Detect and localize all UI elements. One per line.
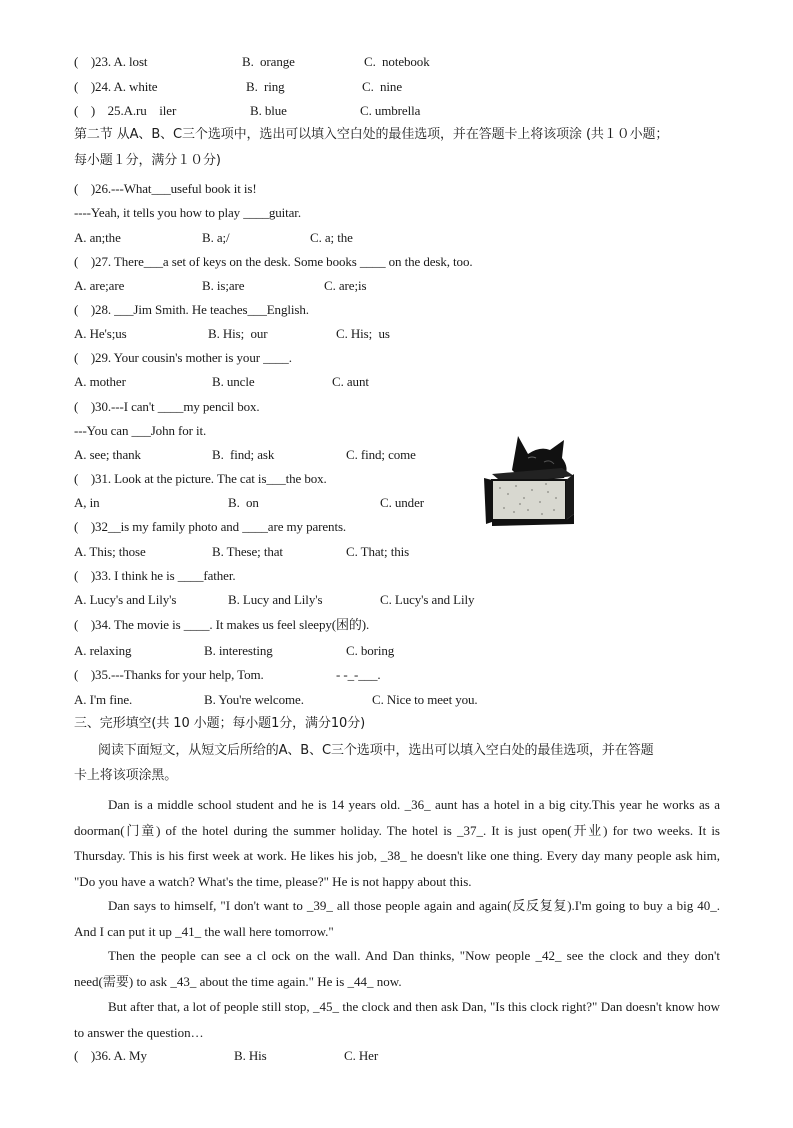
q29-option-b: B. uncle (212, 374, 255, 389)
passage-paragraph-1: Dan is a middle school student and he is 14 years old. _36_ aunt has a hotel in a big city.This year he works as a doorman(门童) of the hotel during the summer holiday. The hotel is _37_. It is just open(开业) for two weeks. It is Thursday. This is his first week at work. He likes his job, _38_ he doesn't like one thing. Every day many people ask him, "Do you have a watch? What's the time, please?" He is not happy about this. (74, 797, 720, 889)
q32-option-c: C. That; this (346, 544, 410, 559)
q26-line2: ----Yeah, it tells you how to play ____guitar. (74, 205, 301, 220)
q33-option-b: B. Lucy and Lily's (228, 592, 323, 607)
section3-title: 三、完形填空(共 10 小题；每小题1分，满分10分) (74, 716, 366, 731)
cat-on-box-picture (484, 428, 576, 526)
cat-on-box-illustration (484, 428, 576, 526)
q34-option-a: A. relaxing (74, 643, 132, 658)
q31-option-c: C. under (380, 495, 424, 510)
q34-option-c: C. boring (346, 643, 395, 658)
passage-paragraph-4: But after that, a lot of people still stop, _45_ the clock and then ask Dan, "Is this clock right?" Dan doesn't know how to answer the question… (74, 999, 720, 1040)
question-36 (74, 1048, 379, 1128)
q32-option-b: B. These; that (212, 544, 283, 559)
q27-stem: ( )27. There___a set of keys on the desk. Some books ____ on the desk, too. (74, 254, 473, 269)
section3-instructions-line1: 阅读下面短文，从短文后所给的A、B、C三个选项中，选出可以填入空白处的最佳选项，并在答题 (98, 743, 654, 758)
q28-option-a: A. He's;us (74, 326, 127, 341)
q30-option-a: A. see; thank (74, 447, 141, 462)
q35-reply: - -_-___. (336, 667, 381, 682)
section3-instructions-line2: 卡上将该项涂黑。 (74, 768, 178, 783)
q24-option-c: C. nine (362, 79, 403, 94)
q29-option-a: A. mother (74, 374, 126, 389)
q26-option-a: A. an;the (74, 230, 121, 245)
passage-paragraph-2: Dan says to himself, "I don't want to _39_ all those people again and again(反反复复).I'm going to buy a big 40_. And I can put it up _41_ the wall here tomorrow." (74, 898, 720, 939)
q33-option-c: C. Lucy's and Lily (380, 592, 475, 607)
q29-stem: ( )29. Your cousin's mother is your ____. (74, 350, 292, 365)
passage-paragraph-3: Then the people can see a cl ock on the wall. And Dan thinks, "Now people _42_ see the clock and they don't need(需要) to ask _43_ about the time again." He is _44_ now. (74, 948, 720, 989)
q31-option-a: A, in (74, 495, 100, 510)
q26-option-c: C. a; the (310, 230, 353, 245)
q31-option-b: B. on (228, 495, 259, 510)
section2-instructions-line2: 每小题１分，满分１０分) (74, 153, 221, 168)
q25-stem: ( ) 25.A.ru iler (74, 103, 177, 118)
q35-option-a: A. I'm fine. (74, 692, 133, 707)
q33-stem: ( )33. I think he is ____father. (74, 568, 236, 583)
q23-option-c: C. notebook (364, 54, 430, 69)
q28-option-c: C. His; us (336, 326, 390, 341)
q25-option-b: B. blue (250, 103, 287, 118)
q23-option-b: B. orange (242, 54, 295, 69)
q25-option-c: C. umbrella (360, 103, 421, 118)
q36-option-b: B. His (234, 1048, 267, 1063)
q32-option-a: A. This; those (74, 544, 146, 559)
q24-option-b: B. ring (246, 79, 285, 94)
q30-stem: ( )30.---I can't ____my pencil box. (74, 399, 260, 414)
q32-stem: ( )32__is my family photo and ____are my parents. (74, 519, 347, 534)
q30-line2: ---You can ___John for it. (74, 423, 207, 438)
q35-option-b: B. You're welcome. (204, 692, 304, 707)
q36-stem: ( )36. A. My (74, 1048, 147, 1063)
q34-option-b: B. interesting (204, 643, 273, 658)
q26-stem: ( )26.---What___useful book it is! (74, 181, 257, 196)
section2-instructions-line1: 第二节 从A、B、C三个选项中，选出可以填入空白处的最佳选项，并在答题卡上将该项涂 (共１０小题； (74, 127, 669, 142)
q35-stem: ( )35.---Thanks for your help, Tom. (74, 667, 264, 682)
q27-option-b: B. is;are (202, 278, 245, 293)
q27-option-c: C. are;is (324, 278, 367, 293)
q30-option-c: C. find; come (346, 447, 416, 462)
q27-option-a: A. are;are (74, 278, 125, 293)
q26-option-b: B. a;/ (202, 230, 230, 245)
q28-stem: ( )28. ___Jim Smith. He teaches___English. (74, 302, 309, 317)
q30-option-b: B. find; ask (212, 447, 275, 462)
q36-option-c: C. Her (344, 1048, 379, 1063)
q28-option-b: B. His; our (208, 326, 268, 341)
q34-stem: ( )34. The movie is ____. It makes us feel sleepy(困的). (74, 617, 370, 632)
q24-stem: ( )24. A. white (74, 79, 158, 94)
q33-option-a: A. Lucy's and Lily's (74, 592, 177, 607)
q23-stem: ( )23. A. lost (74, 54, 148, 69)
q29-option-c: C. aunt (332, 374, 369, 389)
q35-option-c: C. Nice to meet you. (372, 692, 478, 707)
q31-stem: ( )31. Look at the picture. The cat is___the box. (74, 471, 327, 486)
